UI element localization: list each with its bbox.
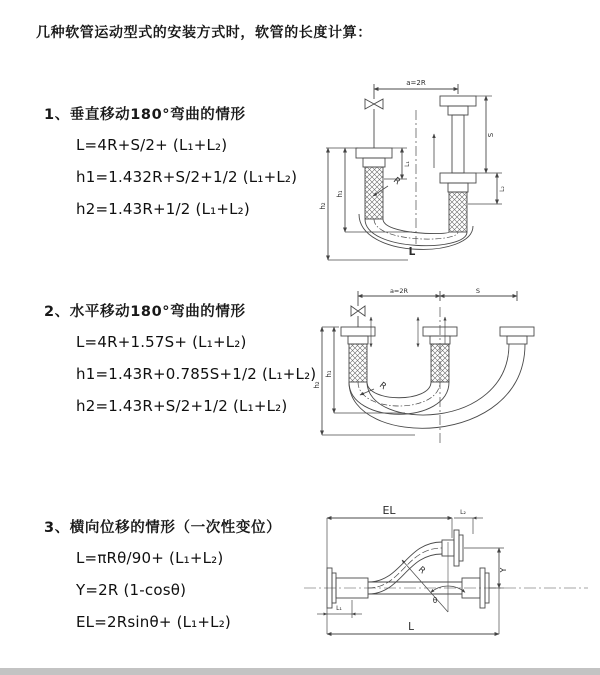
valve-icon — [351, 301, 365, 327]
diagram-vertical-move-180-bend — [312, 72, 597, 264]
section-1-heading: 1、垂直移动180°弯曲的情形 — [44, 107, 246, 123]
dim-h-lines — [322, 327, 415, 435]
section-2-formula-L: L=4R+1.57S+ (L₁+L₂) — [76, 333, 247, 351]
dim-label-length: L — [408, 621, 414, 633]
dim-s-l2 — [468, 96, 502, 204]
right-pipe-fitting — [440, 96, 476, 232]
dim-span-lines — [358, 291, 517, 301]
dim-label-h1: h₁ — [336, 190, 344, 198]
page-title: 几种软管运动型式的安装方式时，软管的长度计算： — [36, 25, 372, 41]
section-3-formula-EL: EL=2Rsinθ+ (L₁+L₂) — [76, 613, 231, 631]
dim-label-span: a=2R — [389, 287, 409, 295]
dim-label-l2: L₂ — [499, 186, 506, 192]
dim-label-span: a=2R — [406, 79, 426, 87]
section-3-formula-Y: Y=2R (1-cosθ) — [76, 581, 187, 599]
dim-label-h2: h₂ — [313, 381, 321, 389]
left-pipe-fitting — [341, 327, 375, 382]
dim-label-l2: L₂ — [460, 509, 466, 516]
small-fitting-dims — [371, 317, 445, 347]
dim-label-l1: L₁ — [404, 161, 411, 167]
dim-label-radius: R — [391, 175, 403, 188]
diagram-lateral-displacement — [296, 502, 600, 654]
section-1-formula-L: L=4R+S/2+ (L₁+L₂) — [76, 136, 228, 154]
page-edge-strip — [0, 668, 600, 675]
upper-flange-fitting — [442, 530, 463, 566]
dim-label-y: Y — [499, 567, 508, 573]
hose-s-curve — [368, 542, 442, 594]
dim-label-h1: h₁ — [325, 370, 333, 378]
section-3-heading: 3、横向位移的情形（一次性变位） — [44, 520, 282, 536]
dim-label-length: L — [408, 246, 416, 258]
dim-label-angle: θ — [432, 596, 438, 605]
hose-u-bend-first-position — [349, 382, 449, 414]
middle-pipe-fitting — [423, 327, 457, 382]
section-2-heading: 2、水平移动180°弯曲的情形 — [44, 304, 246, 320]
dim-label-el: EL — [382, 504, 396, 517]
section-3-formula-L: L=πRθ/90+ (L₁+L₂) — [76, 549, 224, 567]
dim-label-s: S — [487, 132, 495, 138]
diagram-horizontal-move-180-bend — [310, 283, 598, 463]
right-pipe-fitting-second-position — [500, 327, 534, 344]
section-2-formula-h2: h2=1.43R+S/2+1/2 (L₁+L₂) — [76, 397, 288, 415]
left-pipe-fitting — [356, 148, 392, 219]
dim-label-l1: L₁ — [336, 605, 342, 612]
dim-label-h2: h₂ — [319, 202, 327, 210]
section-2-formula-h1: h1=1.43R+0.785S+1/2 (L₁+L₂) — [76, 365, 317, 383]
radius-leader — [360, 389, 374, 395]
dim-l2 — [444, 518, 483, 534]
section-1-formula-h1: h1=1.432R+S/2+1/2 (L₁+L₂) — [76, 168, 298, 186]
dim-label-radius: R — [415, 564, 428, 577]
section-1-formula-h2: h2=1.43R+1/2 (L₁+L₂) — [76, 200, 250, 218]
dim-label-radius: R — [377, 380, 388, 393]
dim-label-s: S — [475, 287, 481, 295]
valve-icon — [365, 94, 383, 148]
